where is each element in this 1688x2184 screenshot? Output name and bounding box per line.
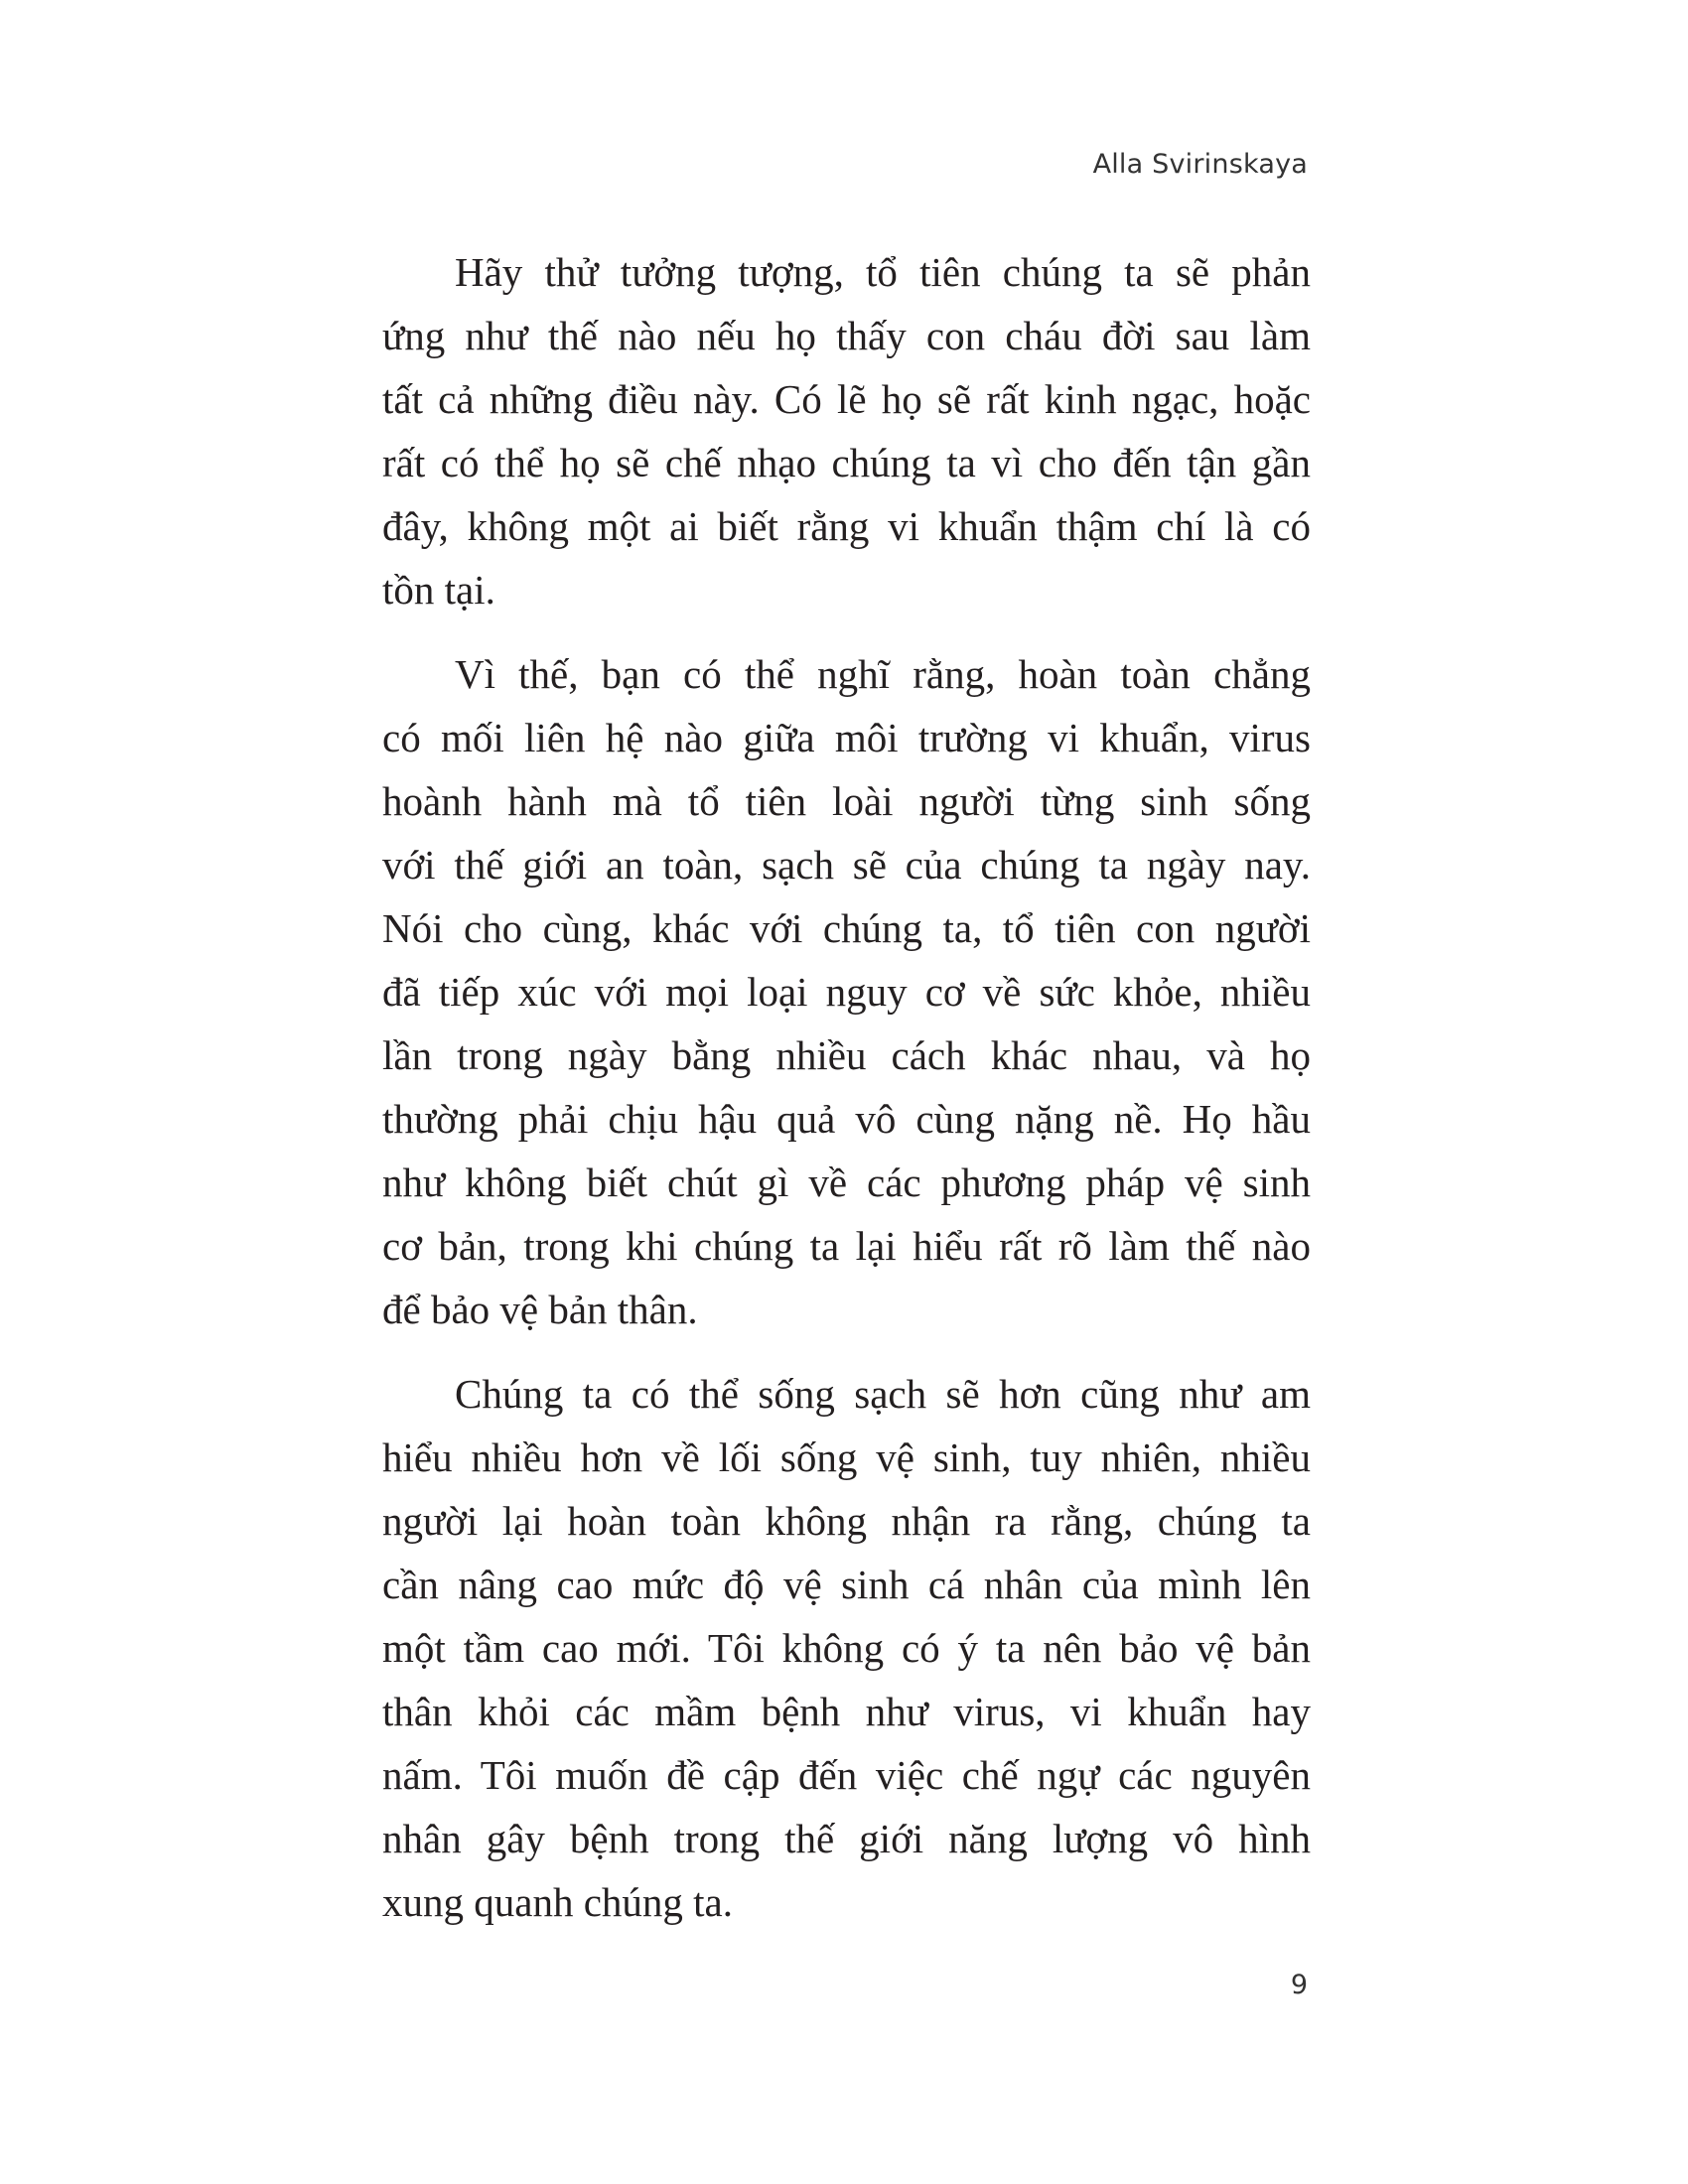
text-line: đây, không một ai biết rằng vi khuẩn thậm chí là có: [382, 503, 1311, 549]
text-line: nấm. Tôi muốn đề cập đến việc chế ngự các nguyên: [382, 1752, 1311, 1798]
text-line: tất cả những điều này. Có lẽ họ sẽ rất kinh ngạc, hoặc: [382, 376, 1311, 422]
text-line: Vì thế, bạn có thể nghĩ rằng, hoàn toàn chẳng: [455, 651, 1311, 697]
text-line: người lại hoàn toàn không nhận ra rằng, chúng ta: [382, 1498, 1311, 1544]
text-line: cần nâng cao mức độ vệ sinh cá nhân của mình lên: [382, 1562, 1311, 1607]
text-line: tồn tại.: [382, 567, 495, 613]
text-line: thân khỏi các mầm bệnh như virus, vi khuẩn hay: [382, 1689, 1311, 1734]
paragraph: [382, 1362, 1311, 1934]
page-number: 9: [1290, 1970, 1308, 2000]
text-line: lần trong ngày bằng nhiều cách khác nhau, và họ: [382, 1032, 1311, 1078]
text-line: có mối liên hệ nào giữa môi trường vi khuẩn, virus: [382, 715, 1311, 760]
text-line: thường phải chịu hậu quả vô cùng nặng nề. Họ hầu: [382, 1096, 1311, 1142]
text-line: Nói cho cùng, khác với chúng ta, tổ tiên con người: [382, 905, 1311, 951]
text-line: với thế giới an toàn, sạch sẽ của chúng ta ngày nay.: [382, 842, 1311, 887]
text-line: để bảo vệ bản thân.: [382, 1287, 698, 1332]
text-line: ứng như thế nào nếu họ thấy con cháu đời sau làm: [382, 313, 1311, 358]
text-line: xung quanh chúng ta.: [382, 1879, 733, 1925]
text-line: như không biết chút gì về các phương pháp vệ sinh: [382, 1160, 1311, 1205]
text-line: Chúng ta có thể sống sạch sẽ hơn cũng như am: [455, 1371, 1311, 1417]
text-line: đã tiếp xúc với mọi loại nguy cơ về sức khỏe, nhiều: [382, 969, 1311, 1015]
text-line: cơ bản, trong khi chúng ta lại hiểu rất rõ làm thế nào: [382, 1223, 1311, 1269]
text-line: hiểu nhiều hơn về lối sống vệ sinh, tuy nhiên, nhiều: [382, 1434, 1311, 1480]
body-text: [382, 240, 1311, 1955]
text-line: hoành hành mà tổ tiên loài người từng sinh sống: [382, 778, 1311, 824]
text-line: nhân gây bệnh trong thế giới năng lượng vô hình: [382, 1816, 1311, 1861]
paragraph: [382, 642, 1311, 1341]
text-line: rất có thể họ sẽ chế nhạo chúng ta vì cho đến tận gần: [382, 440, 1311, 485]
text-line: một tầm cao mới. Tôi không có ý ta nên bảo vệ bản: [382, 1625, 1311, 1671]
paragraph: [382, 240, 1311, 621]
text-line: Hãy thử tưởng tượng, tổ tiên chúng ta sẽ phản: [455, 249, 1311, 295]
running-head-author: Alla Svirinskaya: [1092, 149, 1308, 180]
